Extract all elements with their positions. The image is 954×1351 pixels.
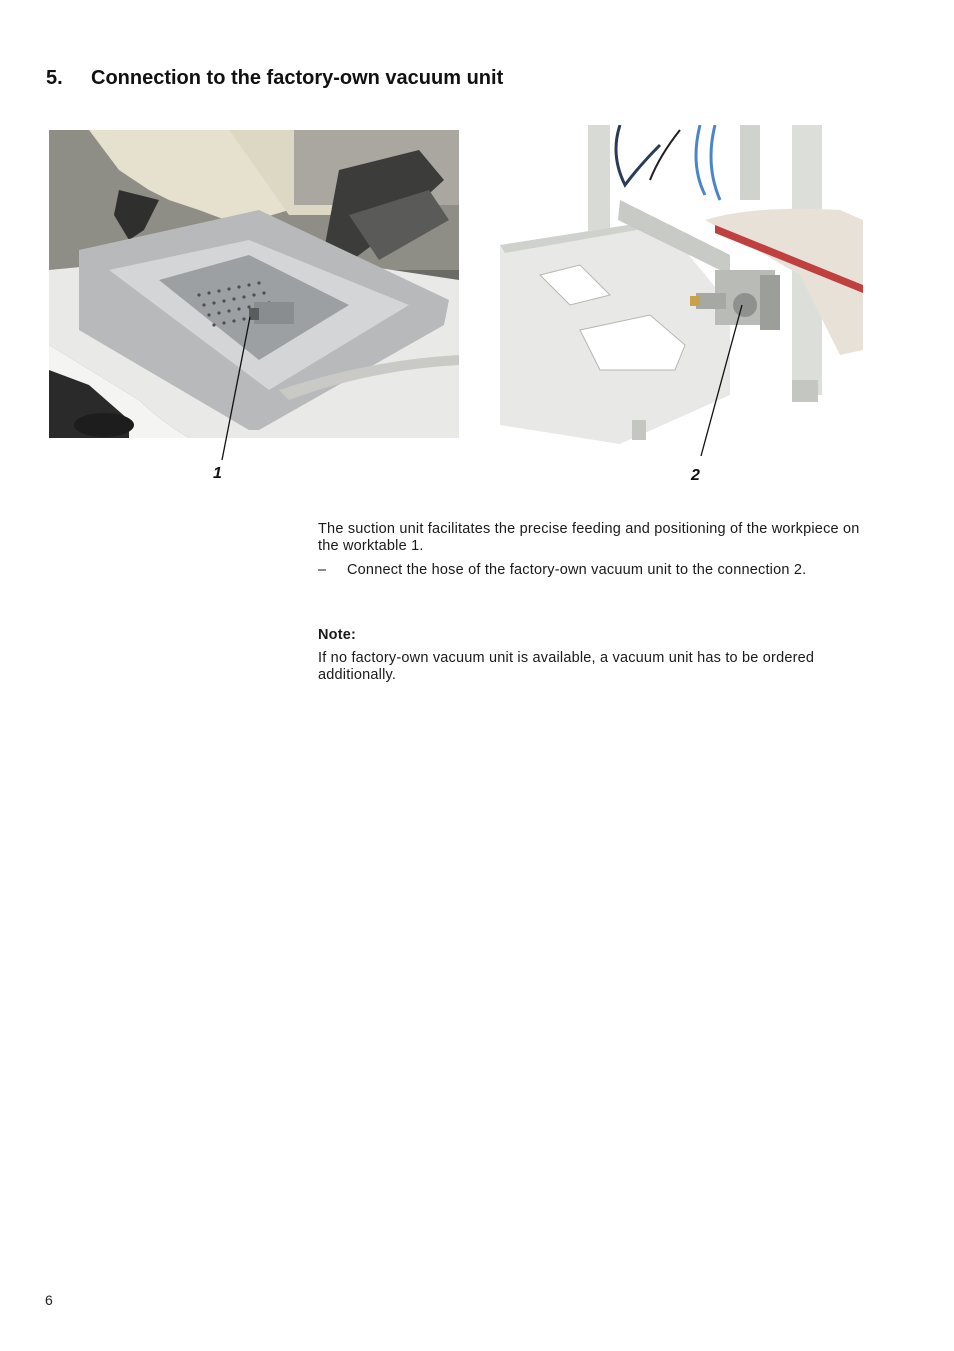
note-text: If no factory-own vacuum unit is available, a vacuum unit has to be ordered additionally. [318,650,815,683]
instruction-text: Connect the hose of the factory-own vacuum unit to the connection 2. [347,562,807,578]
callout-label-1: 1 [213,465,222,482]
page-number: 6 [45,1292,53,1308]
note-label: Note: [318,627,357,643]
section-number: 5. [46,67,63,89]
intro-paragraph: The suction unit facilitates the precise feeding and positioning of the workpiece on the worktable 1. [318,521,860,554]
bullet-dash: – [318,562,327,578]
section-title: Connection to the factory-own vacuum unit [91,67,504,89]
instruction-list-item [318,562,863,579]
callout-label-2: 2 [691,467,700,484]
